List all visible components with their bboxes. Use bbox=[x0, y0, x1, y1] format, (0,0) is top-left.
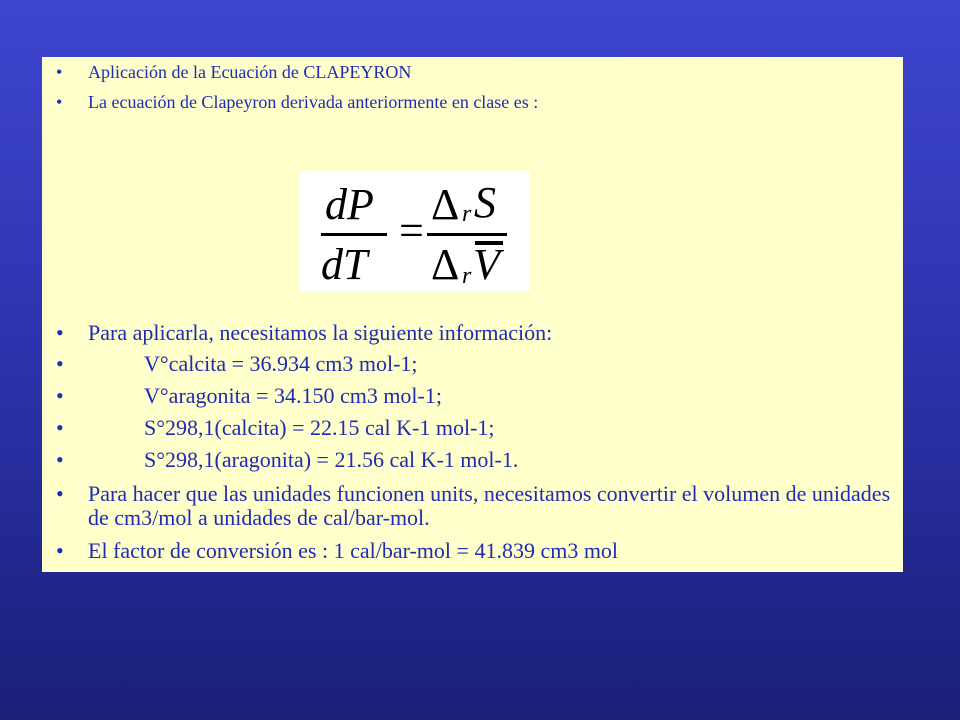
equation-v: V bbox=[473, 240, 500, 289]
equation-sub-r-top: r bbox=[462, 201, 472, 227]
bullet-glyph: • bbox=[56, 62, 63, 82]
bullet-text: Para hacer que las unidades funcionen units, necesitamos convertir el volumen de unidades de cm3/mol a unidades de cal/bar-mol. bbox=[88, 481, 891, 530]
fraction-bar-left bbox=[321, 233, 387, 236]
bullet-glyph: • bbox=[56, 538, 64, 563]
equation-delta-top: Δ bbox=[431, 180, 460, 229]
bullet-glyph: • bbox=[56, 92, 63, 112]
bullet-text: S°298,1(calcita) = 22.15 cal K-1 mol-1; bbox=[144, 415, 495, 440]
clapeyron-equation bbox=[299, 171, 530, 291]
slide-content-panel bbox=[42, 57, 903, 572]
bullet-text: Aplicación de la Ecuación de CLAPEYRON bbox=[88, 62, 412, 82]
bullet-glyph: • bbox=[56, 415, 64, 440]
bullet-glyph: • bbox=[56, 447, 64, 472]
bullet-text: La ecuación de Clapeyron derivada anteriormente en clase es : bbox=[88, 92, 539, 112]
equation-delta-bottom: Δ bbox=[431, 240, 460, 289]
equation-equals: = bbox=[399, 206, 424, 255]
equation-dp: dP bbox=[325, 180, 374, 229]
bullet-text: El factor de conversión es : 1 cal/bar-mol = 41.839 cm3 mol bbox=[88, 538, 619, 563]
bullet-text: Para aplicarla, necesitamos la siguiente información: bbox=[88, 320, 553, 345]
bullet-text: V°aragonita = 34.150 cm3 mol-1; bbox=[144, 383, 442, 408]
equation-dt: dT bbox=[321, 240, 368, 289]
equation-sub-r-bottom: r bbox=[462, 263, 472, 289]
bullet-glyph: • bbox=[56, 320, 64, 345]
equation-s: S bbox=[474, 178, 496, 227]
bullet-text: S°298,1(aragonita) = 21.56 cal K-1 mol-1. bbox=[144, 447, 519, 472]
fraction-bar-right bbox=[427, 233, 507, 236]
bullet-glyph: • bbox=[56, 351, 64, 376]
bullet-glyph: • bbox=[56, 481, 64, 506]
bullet-text: V°calcita = 36.934 cm3 mol-1; bbox=[144, 351, 418, 376]
bullet-glyph: • bbox=[56, 383, 64, 408]
